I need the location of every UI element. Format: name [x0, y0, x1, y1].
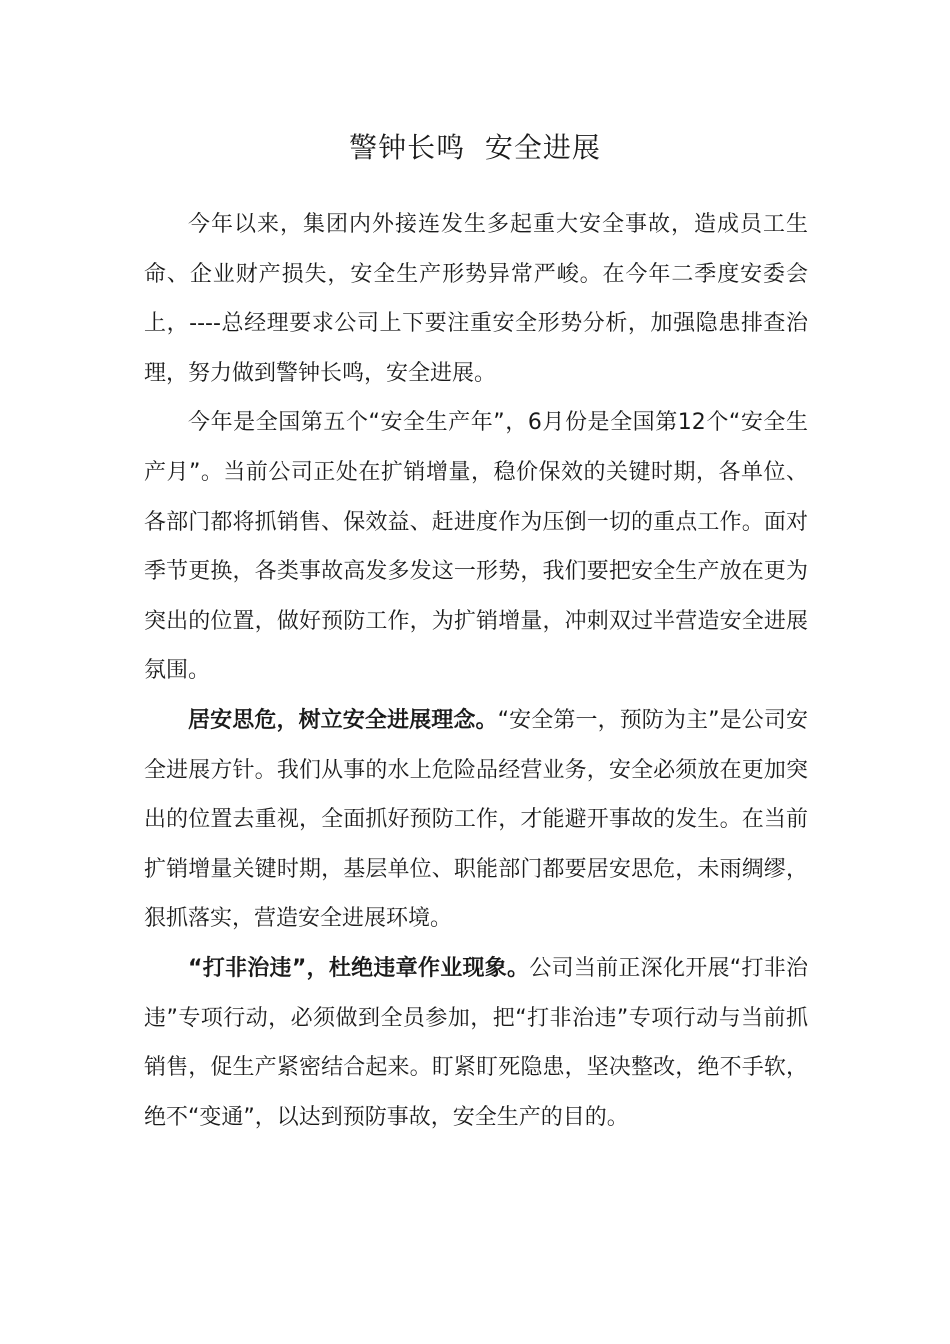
paragraph-lead: 居安思危，树立安全进展理念。	[188, 707, 498, 733]
paragraph-4	[144, 944, 808, 1142]
paragraph-text: 今年是全国第五个“安全生产年”，6月份是全国第12个“安全生产月”。当前公司正处在扩销增量，稳价保效的关键时期，各单位、各部门都将抓销售、保效益、赶进度作为压倒一切的重点工作。面对季节更换，各类事故高发多发这一形势，我们要把安全生产放在更为突出的位置，做好预防工作，为扩销增量，冲刺双过半营造安全进展氛围。	[144, 410, 808, 684]
paragraph-text: “安全第一，预防为主”是公司安全进展方针。我们从事的水上危险品经营业务，安全必须放在更加突出的位置去重视，全面抓好预防工作，才能避开事故的发生。在当前扩销增量关键时期，基层单位、职能部门都要居安思危，未雨绸缪，狠抓落实，营造安全进展环境。	[144, 707, 808, 932]
paragraph-text: 公司当前正深化开展“打非治违”专项行动，必须做到全员参加，把“打非治违”专项行动与当前抓销售，促生产紧密结合起来。盯紧盯死隐患，坚决整改，绝不手软，绝不“变通”，以达到预防事故，安全生产的目的。	[144, 955, 808, 1130]
paragraph-2	[144, 398, 808, 696]
paragraph-text: 今年以来，集团内外接连发生多起重大安全事故，造成员工生命、企业财产损失，安全生产形势异常严峻。在今年二季度安委会上，----总经理要求公司上下要注重安全形势分析，加强隐患排查治理，努力做到警钟长鸣，安全进展。	[144, 212, 808, 386]
paragraph-1	[144, 200, 808, 398]
document-body	[144, 200, 808, 1142]
paragraph-3	[144, 696, 808, 944]
document-title: 警钟长鸣 安全进展	[349, 131, 601, 164]
paragraph-lead: “打非治违”，杜绝违章作业现象。	[188, 955, 530, 981]
